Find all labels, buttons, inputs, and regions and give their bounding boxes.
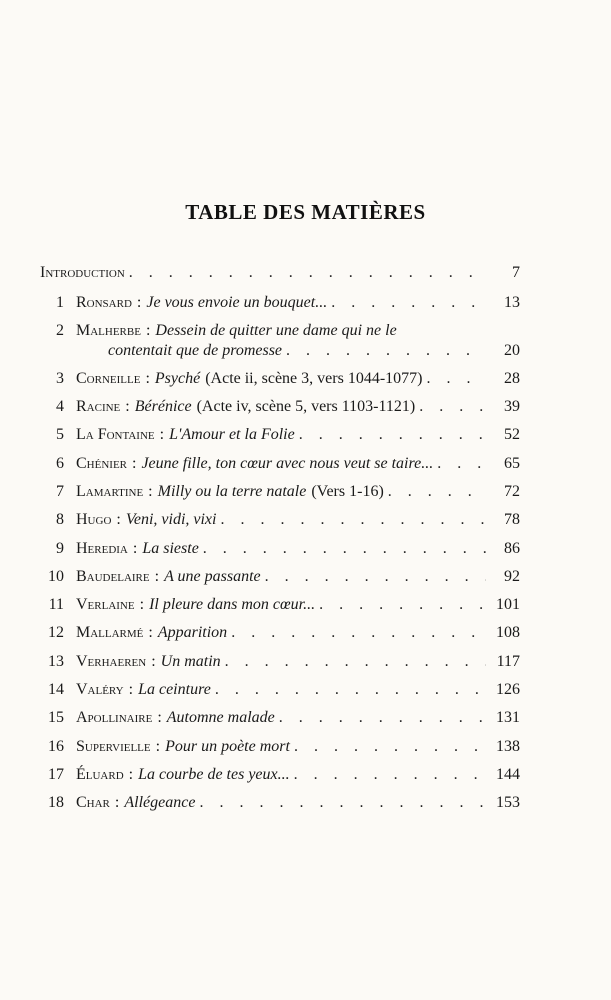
leader-dots [294,737,486,757]
entry-number: 3 [56,370,64,387]
entry-number: 12 [48,624,64,641]
entry-author: Ronsard [76,294,132,311]
entry-work-title: La courbe de tes yeux... [138,766,290,783]
entry-number: 17 [48,766,64,783]
entry-page-number: 117 [496,653,520,670]
entry-page-number: 28 [504,370,520,387]
entry-work-title: Un matin [160,653,221,670]
entry-number: 16 [48,738,64,755]
toc-entry [40,293,520,313]
entry-separator: : [148,624,153,641]
entry-number: 15 [48,709,64,726]
entry-page-number: 144 [496,766,520,783]
toc-entry [40,369,520,389]
entry-page-number: 153 [496,794,520,811]
entry-author: Racine [76,398,121,415]
leader-dots [231,623,486,643]
toc-entry-line [40,397,520,417]
entry-page-number: 65 [504,455,520,472]
entry-work-title: Je vous envoie un bouquet... [146,294,328,311]
entry-work-title: La sieste [142,540,199,557]
entry-page-number: 101 [496,596,520,613]
entry-page-number: 72 [504,483,520,500]
leader-dots [199,793,486,813]
toc-entry-line [40,369,520,389]
entry-work-title: L'Amour et la Folie [169,426,295,443]
toc-entry-line [40,737,520,757]
toc-entry-line [40,793,520,813]
entry-author: Char [76,794,110,811]
entry-page-number: 86 [504,540,520,557]
toc-entry [40,454,520,474]
entry-work-title: Pour un poète mort [165,738,290,755]
toc-entry-line [40,765,520,785]
toc-entry-line [40,567,520,587]
entry-author: Mallarmé [76,624,144,641]
entry-separator: : [116,511,121,528]
entry-author: Corneille [76,370,141,387]
toc-entry-line [40,293,520,313]
entry-work-title: A une passante [164,568,261,585]
entry-author: Éluard [76,766,124,783]
entry-page-number: 131 [496,709,520,726]
entry-work-title: Automne malade [166,709,275,726]
toc-entry [40,708,520,728]
entry-separator: : [155,738,161,755]
entry-author: Baudelaire [76,568,150,585]
entry-number: 10 [48,568,64,585]
leader-dots [419,397,486,417]
leader-dots [265,567,486,587]
entry-separator: : [157,709,162,726]
toc-entry-line [40,595,520,615]
entry-details: (Vers 1-16) [311,483,384,500]
leader-dots [331,293,486,313]
entry-number: 11 [48,596,64,613]
entry-page-number: 108 [496,624,520,641]
entry-number: 1 [56,294,64,311]
toc-entry [40,567,520,587]
entry-author: Verhaeren [76,653,147,670]
entry-page-number: 20 [504,342,520,359]
entry-number: 18 [48,794,64,811]
toc-entry-line [40,680,520,700]
entry-work-title: Apparition [157,624,228,641]
leader-dots [225,652,486,672]
toc-entry-continuation [40,341,520,361]
entry-separator: : [125,398,130,415]
toc-entry-line [40,623,520,643]
entry-number: 5 [56,426,64,443]
entry-number: 13 [48,653,64,670]
toc-entry [40,765,520,785]
entry-page-number: 7 [512,264,520,281]
toc-entry-line [40,510,520,530]
leader-dots [203,539,486,559]
leader-dots [279,708,486,728]
entry-separator: : [114,794,120,811]
leader-dots [294,765,486,785]
entry-number: 9 [56,540,64,557]
entry-separator: : [148,483,153,500]
entry-separator: : [139,596,145,613]
entry-work-title: Bérénice [134,398,192,415]
entry-page-number: 39 [504,398,520,415]
entry-number: 14 [48,681,64,698]
toc-entry [40,595,520,615]
leader-dots [437,454,486,474]
entry-page-number: 13 [504,294,520,311]
entry-author: La Fontaine [76,426,155,443]
entry-separator: : [145,322,151,339]
entry-work-title: Milly ou la terre natale [157,483,307,500]
toc-entry-line [40,652,520,672]
toc-entry-line [40,539,520,559]
entry-number: 8 [56,511,64,528]
toc-entry [40,425,520,445]
entry-separator: : [128,681,134,698]
entry-author: Valéry [76,681,124,698]
entry-separator: : [128,766,134,783]
entry-author: Heredia [76,540,128,557]
entry-work-title: Veni, vidi, vixi [125,511,217,528]
toc-entry [40,482,520,502]
entry-work-title-continued: contentait que de promesse [108,342,283,359]
entry-work-title: Psyché [154,370,201,387]
entry-author: Apollinaire [76,709,153,726]
entry-page-number: 126 [496,681,520,698]
entry-number: 2 [56,322,64,339]
leader-dots [286,341,486,361]
entry-author: Malherbe [76,322,141,339]
toc-entry [40,680,520,700]
entry-separator: : [159,426,165,443]
toc-entry [40,321,520,361]
toc-entry-line [40,263,520,283]
entry-work-title: Dessein de quitter une dame qui ne le [155,322,397,339]
toc-entry-line [40,482,520,502]
entry-page-number: 138 [496,738,520,755]
entry-number: 6 [56,455,64,472]
toc-entry [40,397,520,417]
entry-separator: : [145,370,150,387]
entry-page-number: 52 [504,426,520,443]
entry-number: 4 [56,398,64,415]
leader-dots [220,510,486,530]
leader-dots [319,595,486,615]
entry-details: (Acte ii, scène 3, vers 1044-1077) [205,370,423,387]
toc-entry [40,539,520,559]
entry-page-number: 78 [504,511,520,528]
leader-dots [129,263,486,283]
entry-number: 7 [56,483,64,500]
toc-entry-line [40,321,520,341]
entry-work-title: La ceinture [138,681,211,698]
toc-entry [40,652,520,672]
entry-author: Lamartine [76,483,144,500]
entry-separator: : [132,540,138,557]
toc-entry [40,263,520,283]
toc-entry [40,793,520,813]
entry-details: (Acte iv, scène 5, vers 1103-1121) [196,398,416,415]
entry-author: Supervielle [76,738,151,755]
leader-dots [215,680,486,700]
leader-dots [388,482,486,502]
entry-work-title: Allégeance [124,794,196,811]
entry-separator: : [132,455,137,472]
entry-author: Chénier [76,455,127,472]
toc-entry-line [40,425,520,445]
entry-author: Introduction [40,264,125,281]
leader-dots [299,425,486,445]
toc-entry-line [40,708,520,728]
entry-author: Verlaine [76,596,135,613]
entry-separator: : [136,294,142,311]
toc-entry [40,737,520,757]
entry-author: Hugo [76,511,112,528]
toc-entry-line [40,454,520,474]
entry-work-title: Jeune fille, ton cœur avec nous veut se taire... [141,455,434,472]
entry-separator: : [151,653,156,670]
toc-entry [40,510,520,530]
entry-separator: : [154,568,160,585]
entry-work-title: Il pleure dans mon cœur... [149,596,316,613]
leader-dots [426,369,486,389]
entry-page-number: 92 [504,568,520,585]
page-title: TABLE DES MATIÈRES [185,200,426,224]
toc-entry [40,623,520,643]
